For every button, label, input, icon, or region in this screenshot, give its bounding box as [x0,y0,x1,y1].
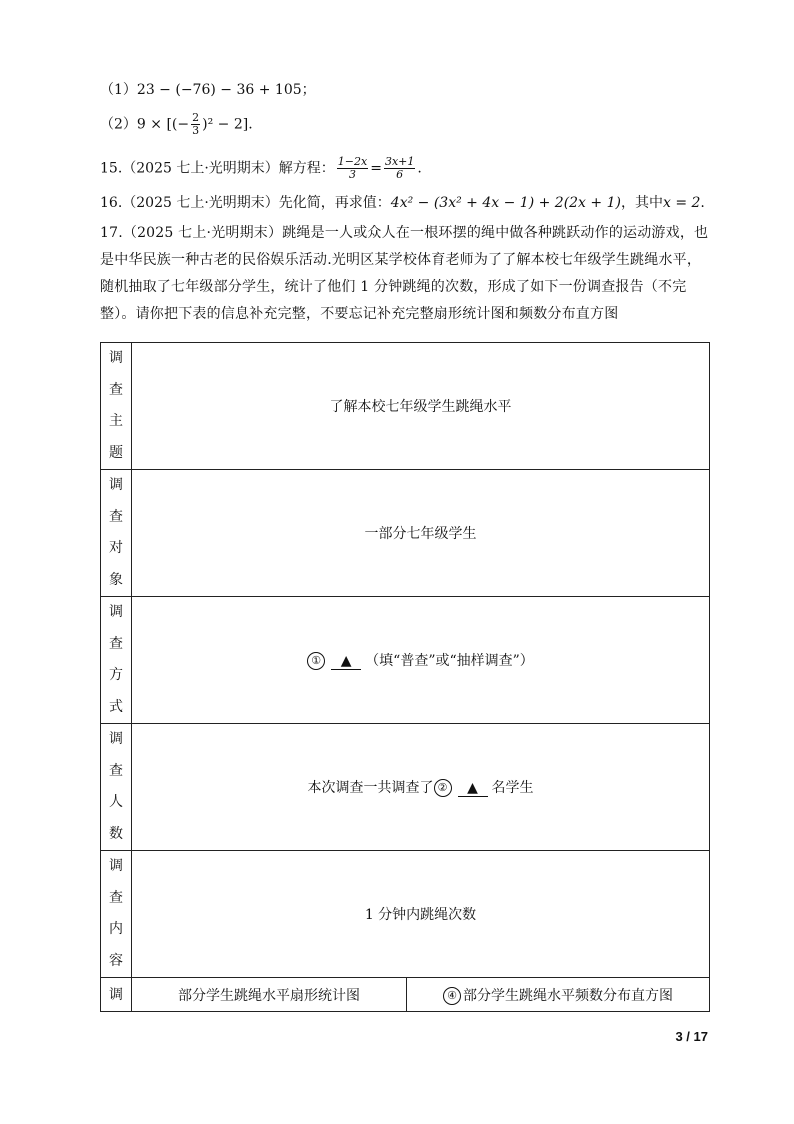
survey-subject: 一部分七年级学生 [364,526,477,542]
label-char: 象 [109,571,123,588]
label-char: 人 [109,794,123,810]
label-char: 查 [109,381,123,398]
histogram-title: 部分学生跳绳水平频数分布直方图 [463,987,673,1004]
question-16 [100,193,705,213]
q14-part1-expression: 23 − (−76) − 36 + 105； [136,82,316,98]
label-char: 调 [109,858,123,874]
survey-count-unit: 名学生 [491,780,534,796]
period: . [700,195,705,211]
answer-blank: ▲ [458,780,488,797]
question-number: 15. [100,160,123,177]
table-row [101,597,710,724]
question-text: 解方程： [278,160,335,177]
row-content [132,470,710,597]
q14-part1-number: （1） [100,82,137,98]
label-char: 调 [109,986,123,1003]
fraction-numerator: 3x+1 [384,155,415,168]
circled-number: ④ [443,987,461,1005]
label-char: 调 [109,477,123,493]
label-char: 查 [109,635,123,652]
pie-chart-title-cell [132,978,407,1012]
table-row [101,978,710,1012]
question-source: （2025 七上·光明期末） [122,225,283,241]
row-content [132,724,710,851]
label-char: 内 [109,921,123,937]
question-text: 跳绳是一人或众人在一根环摆的绳中做各种跳跃动作的运动游戏，也是中华民族一种古老的民俗娱乐活动.光明区某学校体育老师为了了解本校七年级学生跳绳水平，随机抽取了七年级部分学生，统计了他们 1 分钟跳绳的次数，形成了如下一份调查报告（不完整）。请你把下表的信息补充完整，不要忘记补充完整扇形统计图和频数分布直方图 [100,225,709,322]
label-char: 容 [109,952,123,969]
label-char: 对 [109,540,123,556]
label-char: 方 [109,667,123,683]
question-source: （2025 七上·光明期末） [122,160,279,177]
fraction-numerator: 1−2x [337,155,368,168]
q14-part2-expression-end: )² − 2]. [202,116,253,133]
equals-sign: = [370,160,382,177]
row-content [132,851,710,978]
row-label [101,851,132,978]
survey-topic: 了解本校七年级学生跳绳水平 [329,399,512,415]
label-char: 查 [109,508,123,525]
label-char: 题 [109,444,123,461]
label-char: 调 [109,350,123,366]
label-char: 调 [109,604,123,620]
q14-part2-expression-start: 9 × [(− [136,116,190,133]
q14-part2-number: （2） [100,116,137,133]
histogram-title-cell [407,978,710,1012]
circled-number: ① [307,652,325,670]
q14-part1 [100,80,316,100]
row-content [132,343,710,470]
fraction-denominator: 3 [349,168,356,181]
survey-count-text: 本次调查一共调查了 [307,780,434,796]
row-label [101,978,132,1012]
label-char: 查 [109,889,123,906]
lhs-fraction [337,156,368,181]
label-char: 查 [109,762,123,779]
label-char: 式 [109,698,123,715]
q14-part2-fraction [191,112,200,137]
table-row [101,470,710,597]
question-number: 17. [100,225,123,241]
q16-where: ，其中 [620,195,663,211]
q14-part2 [100,112,253,137]
row-content [132,597,710,724]
fraction-denominator: 6 [396,168,404,181]
fraction-denominator: 3 [192,124,200,137]
rhs-fraction [384,156,415,181]
period: . [417,160,422,177]
question-text: 先化简，再求值： [278,195,391,211]
row-label [101,724,132,851]
question-number: 16. [100,195,123,211]
row-label [101,343,132,470]
row-label [101,470,132,597]
label-char: 主 [109,413,123,429]
table-row [101,851,710,978]
q16-condition: x = 2 [662,195,701,211]
circled-number: ② [434,779,452,797]
survey-content: 1 分钟内跳绳次数 [364,907,477,923]
row-label [101,597,132,724]
survey-method-hint: （填“普查”或“抽样调查”） [365,653,534,669]
question-17 [100,220,710,328]
answer-blank: ▲ [331,653,361,670]
fraction-numerator: 2 [192,111,200,124]
question-source: （2025 七上·光明期末） [122,195,279,211]
survey-report-table [100,342,710,1012]
table-row [101,343,710,470]
question-15 [100,156,422,181]
page-number: 3 / 17 [675,1029,708,1044]
q16-expression: 4x² − (3x² + 4x − 1) + 2(2x + 1) [390,195,621,211]
table-row [101,724,710,851]
label-char: 数 [109,825,123,842]
pie-chart-title: 部分学生跳绳水平扇形统计图 [178,987,360,1004]
label-char: 调 [109,731,123,747]
